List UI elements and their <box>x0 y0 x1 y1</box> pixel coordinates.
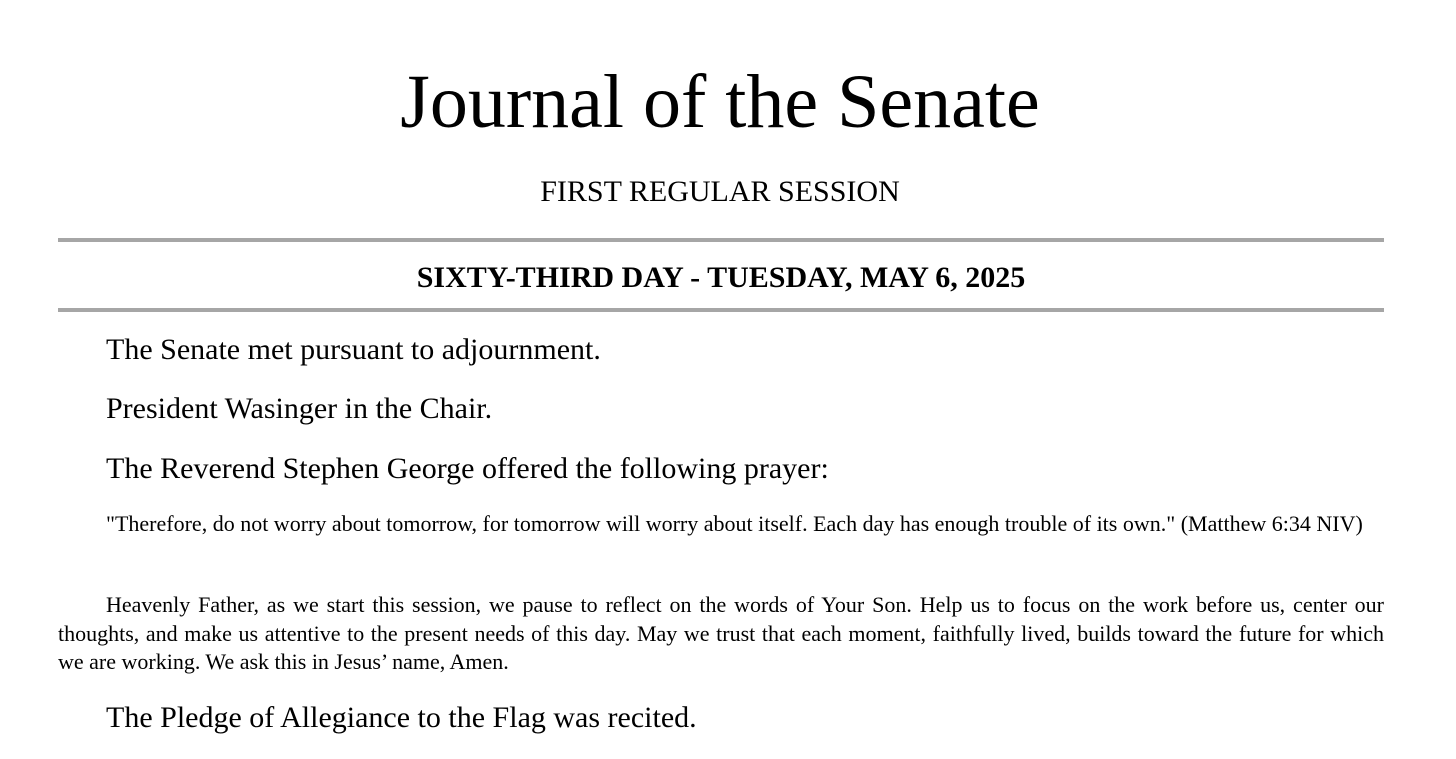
paragraph-adjournment: The Senate met pursuant to adjournment. <box>106 333 601 366</box>
paragraph-prayer-intro: The Reverend Stephen George offered the following prayer: <box>106 452 829 485</box>
top-divider <box>58 238 1384 242</box>
paragraph-scripture-quote: "Therefore, do not worry about tomorrow, for tomorrow will worry about itself. Each day has enough trouble of its own." (Matthew 6:34 NIV) <box>106 511 1363 536</box>
paragraph-prayer-text: Heavenly Father, as we start this session, we pause to reflect on the words of Your Son. Help us to focus on the work before us, center our thoughts, and make us attentive to the present needs of this day. May we trust that each moment, faithfully lived, builds toward the future for which we are working. We ask this in Jesus’ name, Amen. <box>58 592 1384 674</box>
journal-title: Journal of the Senate <box>400 60 1040 144</box>
paragraph-president-chair: President Wasinger in the Chair. <box>106 392 493 425</box>
day-heading: SIXTY-THIRD DAY - TUESDAY, MAY 6, 2025 <box>416 261 1026 294</box>
bottom-divider <box>58 308 1384 312</box>
paragraph-pledge: The Pledge of Allegiance to the Flag was recited. <box>106 701 697 734</box>
session-heading: FIRST REGULAR SESSION <box>540 175 900 208</box>
